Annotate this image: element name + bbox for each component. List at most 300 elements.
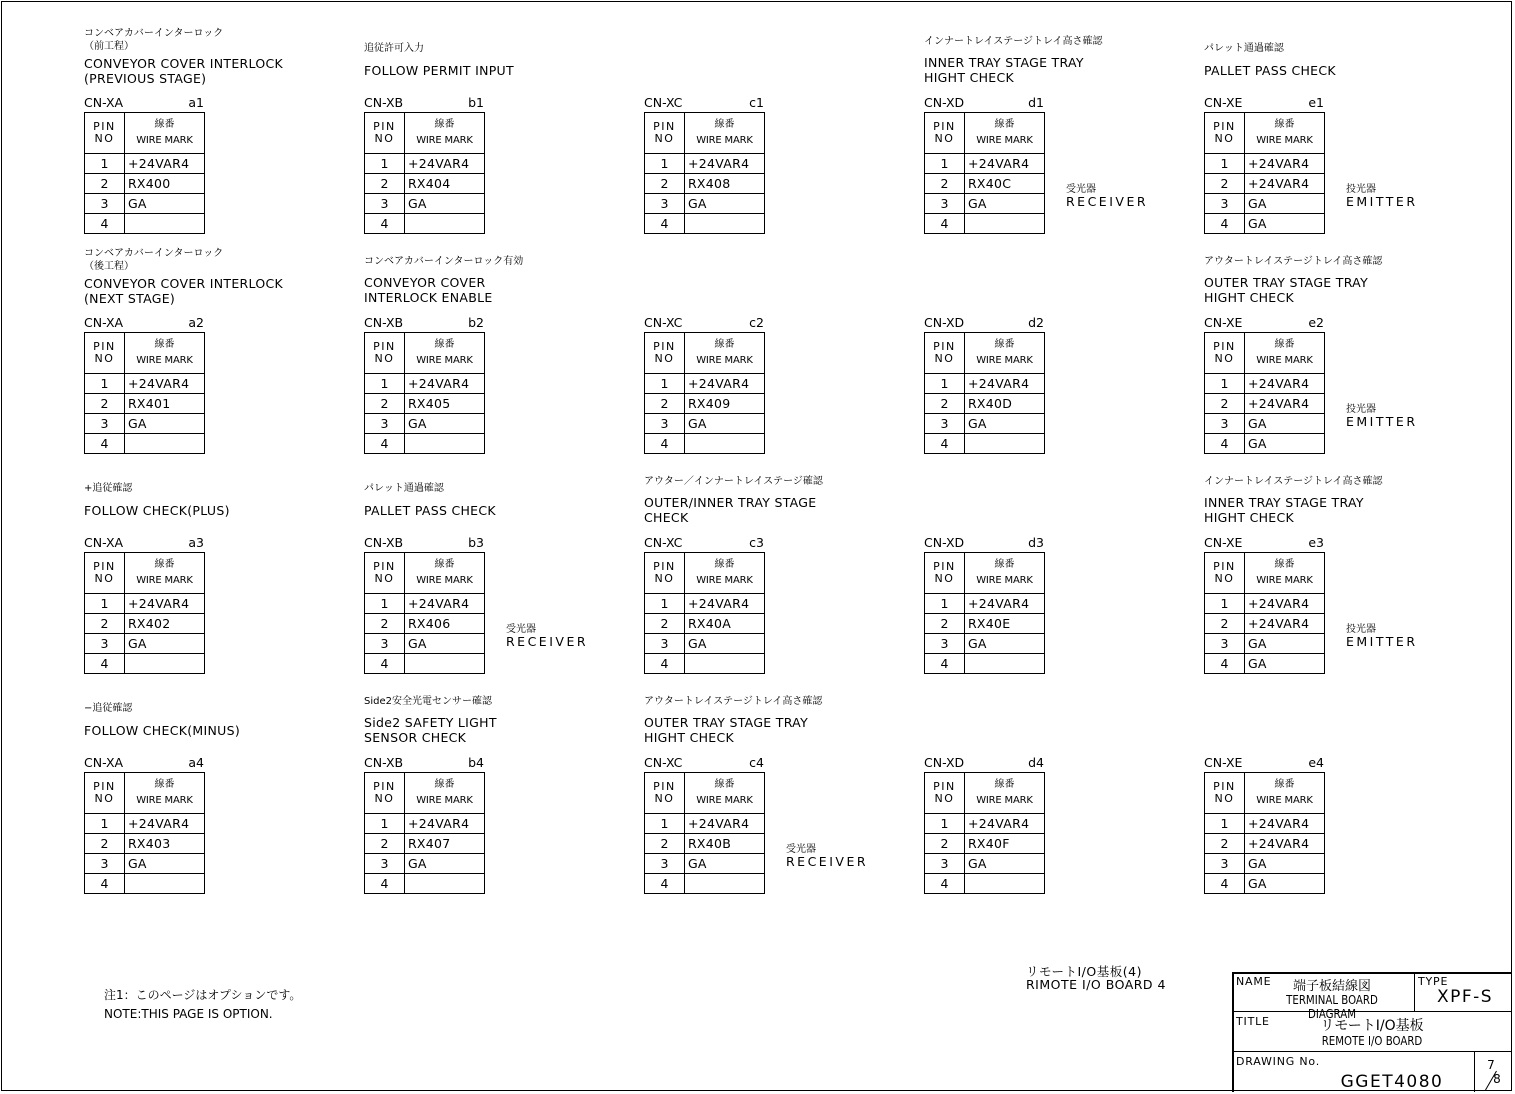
pin-number: 1 <box>1205 594 1245 614</box>
pin-no-header: PIN NO <box>645 553 685 594</box>
pin-row <box>365 654 485 674</box>
pin-row <box>85 174 205 194</box>
pin-row <box>645 374 765 394</box>
wire-mark-cell: +24VAR4 <box>404 814 484 834</box>
description-jp: Side2安全光電センサー確認 <box>364 696 492 707</box>
pin-table <box>84 772 205 894</box>
pin-row <box>925 174 1045 194</box>
pin-table <box>1204 112 1325 234</box>
pin-row <box>925 654 1045 674</box>
pin-row <box>1205 834 1325 854</box>
wire-mark-cell: +24VAR4 <box>1244 814 1324 834</box>
wire-mark-header: 線番 WIRE MARK <box>964 553 1044 594</box>
pin-row <box>85 374 205 394</box>
pin-number: 2 <box>1205 614 1245 634</box>
wire-mark-cell: RX400 <box>124 174 204 194</box>
connector-id: CN-XD <box>924 315 965 330</box>
description-jp: コンベアカバーインターロック （後工程） <box>84 248 224 272</box>
description-en: OUTER TRAY STAGE TRAY HIGHT CHECK <box>1204 275 1369 305</box>
pin-table <box>1204 332 1325 454</box>
pin-number: 4 <box>85 214 125 234</box>
pin-number: 4 <box>1205 874 1245 894</box>
sheet-total: 8 <box>1493 1072 1501 1086</box>
wire-mark-cell: +24VAR4 <box>964 594 1044 614</box>
terminal-id: a2 <box>188 315 204 330</box>
pin-number: 2 <box>365 174 405 194</box>
pin-no-header: PIN NO <box>365 113 405 154</box>
pin-number: 4 <box>1205 654 1245 674</box>
pin-row <box>85 214 205 234</box>
pin-number: 1 <box>645 374 685 394</box>
pin-row <box>85 154 205 174</box>
pin-row <box>1205 654 1325 674</box>
pin-row <box>85 394 205 414</box>
connector-id: CN-XC <box>644 535 683 550</box>
pin-number: 4 <box>1205 434 1245 454</box>
description-jp: パレット通過確認 <box>1204 43 1284 54</box>
terminal-id: d2 <box>1028 315 1044 330</box>
pin-row <box>1205 594 1325 614</box>
pin-table-header <box>365 553 485 594</box>
sensor-label <box>1346 404 1418 428</box>
type-label: TYPE <box>1418 975 1449 988</box>
pin-row <box>925 854 1045 874</box>
pin-row <box>85 654 205 674</box>
pin-table <box>924 772 1045 894</box>
pin-number: 3 <box>1205 634 1245 654</box>
wire-mark-header: 線番 WIRE MARK <box>684 773 764 814</box>
pin-number: 1 <box>365 814 405 834</box>
pin-row <box>365 194 485 214</box>
wire-mark-header: 線番 WIRE MARK <box>964 113 1044 154</box>
pin-number: 2 <box>925 834 965 854</box>
sensor-label-jp: 投光器 <box>1346 184 1376 195</box>
pin-row <box>365 394 485 414</box>
terminal-id: a3 <box>188 535 204 550</box>
pin-number: 4 <box>365 654 405 674</box>
pin-row <box>925 194 1045 214</box>
wire-mark-header: 線番 WIRE MARK <box>1244 113 1324 154</box>
pin-row <box>85 194 205 214</box>
pin-row <box>85 594 205 614</box>
pin-number: 3 <box>365 414 405 434</box>
wire-mark-header: 線番 WIRE MARK <box>404 333 484 374</box>
pin-no-header: PIN NO <box>645 333 685 374</box>
connector-id: CN-XA <box>84 535 124 550</box>
sensor-label <box>1346 184 1418 208</box>
pin-no-header: PIN NO <box>1205 553 1245 594</box>
wire-mark-cell: RX407 <box>404 834 484 854</box>
pin-row <box>645 654 765 674</box>
pin-number: 3 <box>645 854 685 874</box>
pin-number: 1 <box>1205 374 1245 394</box>
wire-mark-cell: +24VAR4 <box>1244 154 1324 174</box>
pin-table-header <box>925 113 1045 154</box>
wire-mark-cell <box>124 654 204 674</box>
wire-mark-cell: GA <box>1244 214 1324 234</box>
wire-mark-cell: GA <box>1244 634 1324 654</box>
pin-table-header <box>645 553 765 594</box>
description-en: Side2 SAFETY LIGHT SENSOR CHECK <box>364 715 497 745</box>
pin-row <box>925 374 1045 394</box>
drawing-number: GGET4080 <box>1340 1072 1444 1092</box>
pin-table <box>84 552 205 674</box>
pin-number: 4 <box>645 654 685 674</box>
pin-table <box>364 112 485 234</box>
wire-mark-cell: +24VAR4 <box>964 154 1044 174</box>
sensor-label-en: RECEIVER <box>1066 194 1149 209</box>
terminal-id: a4 <box>188 755 204 770</box>
wire-mark-cell: RX40A <box>684 614 764 634</box>
terminal-id: d4 <box>1028 755 1044 770</box>
connector-id: CN-XC <box>644 755 683 770</box>
wire-mark-header: 線番 WIRE MARK <box>124 333 204 374</box>
pin-row <box>365 814 485 834</box>
description-en: CONVEYOR COVER INTERLOCK (NEXT STAGE) <box>84 276 284 306</box>
pin-row <box>1205 434 1325 454</box>
pin-number: 4 <box>1205 214 1245 234</box>
wire-mark-header: 線番 WIRE MARK <box>404 113 484 154</box>
pin-number: 2 <box>85 394 125 414</box>
wire-mark-cell: +24VAR4 <box>404 594 484 614</box>
connector-id: CN-XC <box>644 315 683 330</box>
connector-id: CN-XA <box>84 755 124 770</box>
wire-mark-cell: RX40E <box>964 614 1044 634</box>
wire-mark-header: 線番 WIRE MARK <box>684 113 764 154</box>
pin-table <box>924 552 1045 674</box>
sensor-label-jp: 受光器 <box>1066 184 1096 195</box>
wire-mark-cell: +24VAR4 <box>684 374 764 394</box>
wire-mark-header: 線番 WIRE MARK <box>1244 333 1324 374</box>
pin-number: 4 <box>645 214 685 234</box>
pin-number: 2 <box>925 614 965 634</box>
pin-no-header: PIN NO <box>85 553 125 594</box>
description-en: OUTER TRAY STAGE TRAY HIGHT CHECK <box>644 715 809 745</box>
pin-number: 1 <box>925 814 965 834</box>
wire-mark-cell: RX409 <box>684 394 764 414</box>
wire-mark-cell: GA <box>124 414 204 434</box>
pin-table-header <box>85 553 205 594</box>
wire-mark-cell: GA <box>124 194 204 214</box>
pin-no-header: PIN NO <box>925 333 965 374</box>
note-jp: 注1：このページはオプションです。 <box>104 988 302 1002</box>
description-en: INNER TRAY STAGE TRAY HIGHT CHECK <box>1204 495 1364 525</box>
wire-mark-cell: +24VAR4 <box>404 374 484 394</box>
wire-mark-cell: +24VAR4 <box>964 374 1044 394</box>
pin-table-header <box>1205 113 1325 154</box>
wire-mark-cell <box>404 434 484 454</box>
wire-mark-cell: +24VAR4 <box>124 814 204 834</box>
name-jp: 端子板結線図 <box>1292 979 1371 994</box>
wire-mark-cell <box>124 434 204 454</box>
connector-id: CN-XB <box>364 755 404 770</box>
terminal-id: c3 <box>749 535 764 550</box>
pin-number: 4 <box>925 654 965 674</box>
pin-number: 2 <box>85 834 125 854</box>
pin-number: 2 <box>1205 394 1245 414</box>
pin-row <box>1205 214 1325 234</box>
pin-table-header <box>925 333 1045 374</box>
pin-table <box>924 112 1045 234</box>
wire-mark-header: 線番 WIRE MARK <box>684 553 764 594</box>
pin-row <box>925 634 1045 654</box>
pin-number: 2 <box>645 174 685 194</box>
description-jp: インナートレイステージトレイ高さ確認 <box>1204 476 1383 487</box>
wire-mark-cell: RX402 <box>124 614 204 634</box>
pin-row <box>645 394 765 414</box>
pin-number: 4 <box>365 874 405 894</box>
wire-mark-cell <box>404 874 484 894</box>
description-en: FOLLOW PERMIT INPUT <box>364 63 514 78</box>
pin-row <box>645 614 765 634</box>
wire-mark-cell: RX405 <box>404 394 484 414</box>
pin-table <box>644 552 765 674</box>
wire-mark-cell <box>964 874 1044 894</box>
wire-mark-cell <box>964 214 1044 234</box>
sensor-label-en: EMITTER <box>1346 194 1418 209</box>
pin-no-header: PIN NO <box>645 113 685 154</box>
pin-table <box>84 112 205 234</box>
wire-mark-cell: GA <box>684 414 764 434</box>
pin-row <box>365 414 485 434</box>
pin-table <box>1204 772 1325 894</box>
pin-no-header: PIN NO <box>85 113 125 154</box>
pin-number: 2 <box>85 174 125 194</box>
pin-number: 4 <box>85 654 125 674</box>
wire-mark-cell: +24VAR4 <box>1244 374 1324 394</box>
pin-number: 3 <box>85 194 125 214</box>
pin-number: 2 <box>365 394 405 414</box>
wire-mark-cell: +24VAR4 <box>124 154 204 174</box>
sensor-label-en: EMITTER <box>1346 634 1418 649</box>
description-jp: アウタートレイステージトレイ高さ確認 <box>644 696 823 707</box>
terminal-id: c4 <box>749 755 764 770</box>
title-label: TITLE <box>1236 1015 1270 1028</box>
pin-table <box>644 772 765 894</box>
pin-number: 4 <box>85 434 125 454</box>
wire-mark-cell <box>404 214 484 234</box>
wire-mark-cell: +24VAR4 <box>1244 394 1324 414</box>
pin-number: 3 <box>1205 194 1245 214</box>
sensor-label-en: EMITTER <box>1346 414 1418 429</box>
wire-mark-header: 線番 WIRE MARK <box>1244 773 1324 814</box>
pin-number: 2 <box>925 394 965 414</box>
pin-number: 3 <box>85 414 125 434</box>
terminal-id: e1 <box>1308 95 1324 110</box>
pin-table <box>644 332 765 454</box>
description-jp: 追従許可入力 <box>364 43 424 54</box>
pin-row <box>925 834 1045 854</box>
wire-mark-header: 線番 WIRE MARK <box>404 773 484 814</box>
title-jp: リモートI/O基板 <box>1320 1018 1424 1034</box>
wire-mark-cell: GA <box>964 854 1044 874</box>
pin-number: 1 <box>645 814 685 834</box>
description-jp: −追従確認 <box>84 703 133 714</box>
terminal-id: d1 <box>1028 95 1044 110</box>
wire-mark-cell: GA <box>124 634 204 654</box>
terminal-id: e3 <box>1308 535 1324 550</box>
terminal-id: e4 <box>1308 755 1324 770</box>
pin-number: 3 <box>1205 414 1245 434</box>
pin-row <box>1205 814 1325 834</box>
wire-mark-cell: GA <box>1244 194 1324 214</box>
type-value: XPF-S <box>1436 987 1494 1007</box>
board-label <box>1026 965 1166 991</box>
board-en: RIMOTE I/O BOARD 4 <box>1026 977 1166 992</box>
terminal-id: b4 <box>468 755 484 770</box>
name-en: TERMINAL BOARD DIAGRAM <box>1286 993 1378 1021</box>
pin-number: 1 <box>365 154 405 174</box>
wire-mark-cell <box>684 654 764 674</box>
description-jp: コンベアカバーインターロック （前工程） <box>84 28 224 52</box>
connector-id: CN-XD <box>924 755 965 770</box>
pin-number: 1 <box>925 154 965 174</box>
sensor-label <box>506 624 588 648</box>
description-jp: アウター／インナートレイステージ確認 <box>644 476 823 487</box>
pin-row <box>1205 414 1325 434</box>
wire-mark-header: 線番 WIRE MARK <box>124 553 204 594</box>
wire-mark-cell: GA <box>404 194 484 214</box>
pin-table-header <box>645 773 765 814</box>
wire-mark-cell: RX401 <box>124 394 204 414</box>
pin-no-header: PIN NO <box>1205 333 1245 374</box>
pin-table-header <box>365 773 485 814</box>
wire-mark-cell: GA <box>964 634 1044 654</box>
wire-mark-cell: +24VAR4 <box>684 814 764 834</box>
wire-mark-cell: GA <box>1244 414 1324 434</box>
wire-mark-cell: GA <box>404 854 484 874</box>
pin-row <box>85 414 205 434</box>
pin-number: 4 <box>925 434 965 454</box>
wire-mark-cell: +24VAR4 <box>124 374 204 394</box>
description-jp: コンベアカバーインターロック有効 <box>364 256 524 267</box>
pin-table-header <box>925 553 1045 594</box>
pin-number: 1 <box>85 154 125 174</box>
sensor-label <box>1066 184 1148 208</box>
wire-mark-cell: +24VAR4 <box>1244 834 1324 854</box>
pin-number: 2 <box>365 834 405 854</box>
pin-row <box>645 594 765 614</box>
drawing-label: DRAWING No. <box>1236 1055 1321 1068</box>
pin-no-header: PIN NO <box>1205 113 1245 154</box>
wire-mark-cell: +24VAR4 <box>1244 174 1324 194</box>
wire-mark-cell <box>684 214 764 234</box>
pin-row <box>645 814 765 834</box>
pin-row <box>925 214 1045 234</box>
wire-mark-cell <box>964 434 1044 454</box>
wire-mark-cell: GA <box>684 854 764 874</box>
wire-mark-cell: RX403 <box>124 834 204 854</box>
pin-number: 3 <box>85 634 125 654</box>
pin-table <box>364 552 485 674</box>
pin-row <box>1205 394 1325 414</box>
wire-mark-cell: GA <box>684 194 764 214</box>
connector-id: CN-XA <box>84 95 124 110</box>
pin-row <box>925 434 1045 454</box>
terminal-id: b3 <box>468 535 484 550</box>
pin-table-header <box>645 113 765 154</box>
pin-row <box>85 814 205 834</box>
pin-row <box>645 634 765 654</box>
pin-table <box>364 332 485 454</box>
pin-number: 4 <box>925 214 965 234</box>
pin-row <box>925 394 1045 414</box>
wire-mark-cell: RX40B <box>684 834 764 854</box>
pin-number: 1 <box>365 374 405 394</box>
pin-no-header: PIN NO <box>925 773 965 814</box>
pin-number: 3 <box>365 194 405 214</box>
note-en: NOTE:THIS PAGE IS OPTION. <box>104 1007 273 1021</box>
pin-number: 2 <box>365 614 405 634</box>
pin-no-header: PIN NO <box>365 553 405 594</box>
description-en: CONVEYOR COVER INTERLOCK ENABLE <box>364 275 493 305</box>
pin-number: 1 <box>925 594 965 614</box>
pin-number: 1 <box>85 374 125 394</box>
option-note <box>104 986 301 1024</box>
terminal-id: b1 <box>468 95 484 110</box>
wire-mark-cell: RX408 <box>684 174 764 194</box>
pin-row <box>1205 174 1325 194</box>
pin-row <box>925 154 1045 174</box>
pin-row <box>925 414 1045 434</box>
wire-mark-cell: GA <box>964 194 1044 214</box>
pin-row <box>1205 874 1325 894</box>
pin-no-header: PIN NO <box>645 773 685 814</box>
pin-number: 1 <box>85 594 125 614</box>
title-block <box>1232 972 1512 1092</box>
pin-number: 1 <box>365 594 405 614</box>
pin-row <box>645 174 765 194</box>
pin-row <box>645 834 765 854</box>
pin-table <box>84 332 205 454</box>
terminal-id: e2 <box>1308 315 1324 330</box>
wire-mark-header: 線番 WIRE MARK <box>1244 553 1324 594</box>
pin-number: 4 <box>925 874 965 894</box>
pin-table-header <box>1205 553 1325 594</box>
pin-row <box>1205 154 1325 174</box>
pin-no-header: PIN NO <box>85 333 125 374</box>
sensor-label-jp: 受光器 <box>786 844 816 855</box>
description-en: FOLLOW CHECK(PLUS) <box>84 503 230 518</box>
pin-table-header <box>1205 773 1325 814</box>
pin-number: 2 <box>645 834 685 854</box>
pin-number: 3 <box>645 194 685 214</box>
connector-id: CN-XD <box>924 95 965 110</box>
pin-number: 1 <box>1205 154 1245 174</box>
pin-row <box>365 434 485 454</box>
pin-number: 3 <box>365 634 405 654</box>
wire-mark-cell: GA <box>1244 434 1324 454</box>
title-en: REMOTE I/O BOARD <box>1321 1034 1423 1048</box>
wire-mark-cell: +24VAR4 <box>684 594 764 614</box>
description-jp: パレット通過確認 <box>364 483 444 494</box>
pin-row <box>365 874 485 894</box>
pin-number: 3 <box>645 634 685 654</box>
pin-row <box>645 414 765 434</box>
pin-no-header: PIN NO <box>925 553 965 594</box>
pin-table-header <box>365 113 485 154</box>
sensor-label-jp: 投光器 <box>1346 624 1376 635</box>
pin-number: 3 <box>365 854 405 874</box>
pin-number: 3 <box>645 414 685 434</box>
pin-table <box>644 112 765 234</box>
terminal-id: a1 <box>188 95 204 110</box>
pin-number: 4 <box>365 214 405 234</box>
pin-table-header <box>645 333 765 374</box>
wire-mark-header: 線番 WIRE MARK <box>964 333 1044 374</box>
pin-row <box>365 174 485 194</box>
wire-mark-cell <box>124 214 204 234</box>
